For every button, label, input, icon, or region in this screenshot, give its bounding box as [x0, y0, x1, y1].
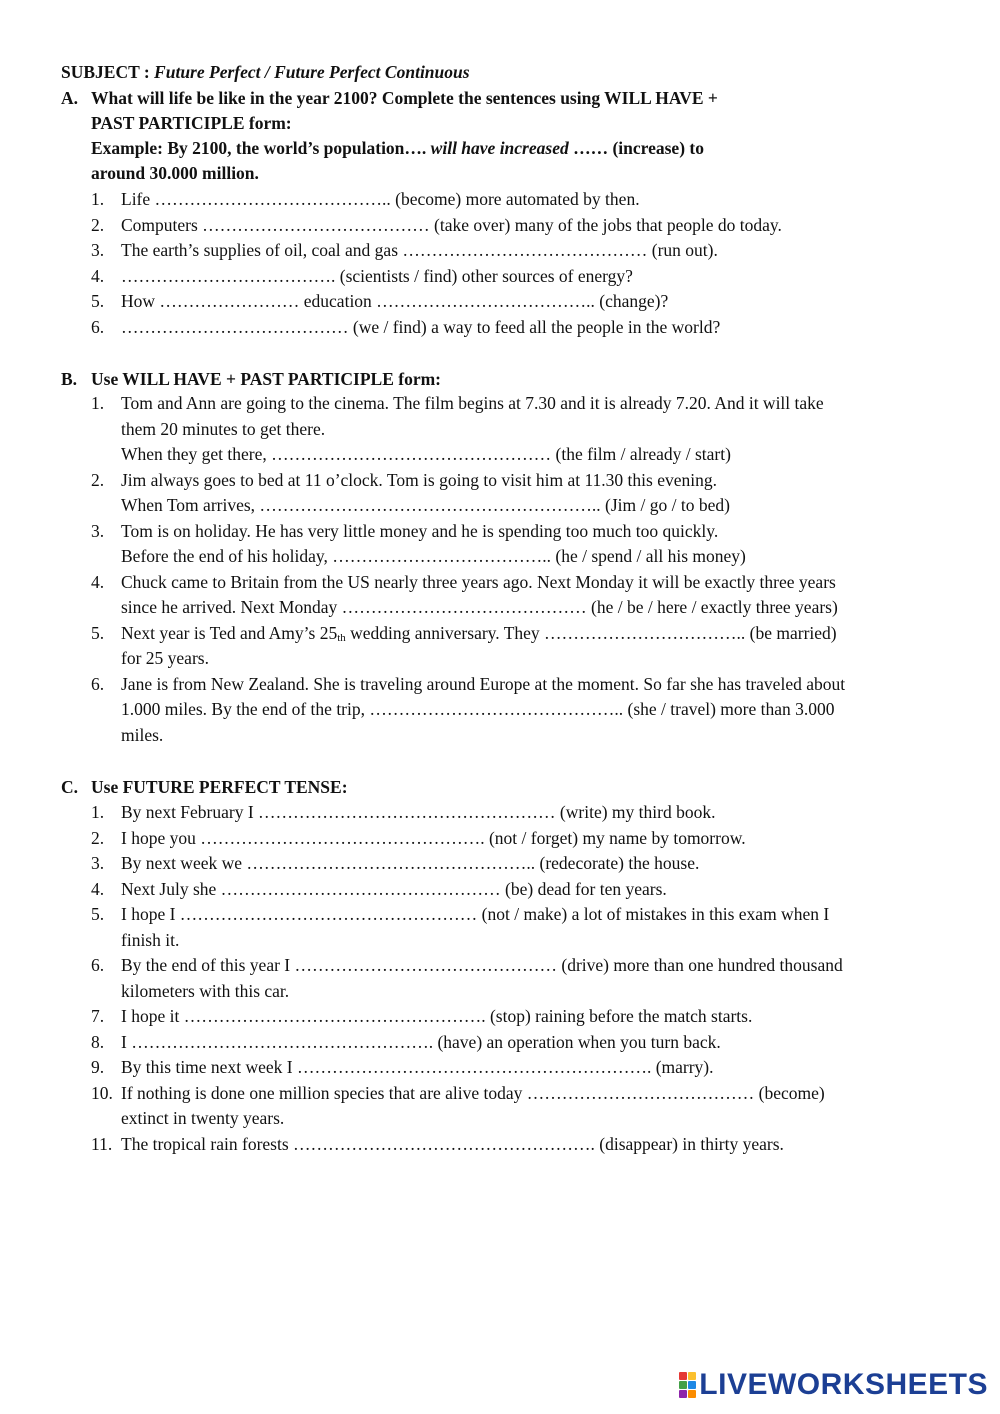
- example-suffix: …… (increase) to: [573, 138, 704, 158]
- subject-line: [61, 60, 470, 85]
- section-c-title: Use FUTURE PERFECT TENSE:: [91, 777, 348, 797]
- question-text: Before the end of his holiday, ……………………………….. (he / spend / all his money): [121, 546, 746, 566]
- question-text: them 20 minutes to get there.: [121, 418, 326, 439]
- question-number: 4.: [91, 265, 105, 286]
- question-number: 10.: [91, 1082, 113, 1103]
- question-number: 2.: [91, 469, 105, 490]
- section-a-letter: A.: [61, 88, 79, 108]
- question-text: kilometers with this car.: [121, 980, 290, 1001]
- question-number: 11.: [91, 1133, 113, 1154]
- question-text: Tom is on holiday. He has very little money and he is spending too much too quickly.: [121, 520, 719, 541]
- question-number: 1.: [91, 189, 105, 209]
- question-number: 4.: [91, 571, 105, 592]
- logo-square: [679, 1381, 687, 1389]
- example-prefix: Example: By 2100, the world’s population….: [91, 138, 427, 158]
- section-a-example-cont: around 30.000 million.: [91, 163, 259, 183]
- question-text: I ……………………………………………. (have) an operation when you turn back.: [121, 1031, 721, 1052]
- question-text: By the end of this year I ……………………………………… (drive) more than one hundred thousand: [121, 955, 843, 975]
- question-text: I hope I …………………………………………… (not / make) a lot of mistakes in this exam when I: [121, 904, 830, 924]
- logo-square: [688, 1381, 696, 1389]
- question-text: By next February I …………………………………………… (write) my third book.: [121, 802, 716, 822]
- ordinal-suffix: th: [337, 631, 346, 644]
- question-text-end: wedding anniversary. They …………………………….. (be married): [345, 622, 837, 643]
- question-number: 3.: [91, 240, 105, 260]
- question-text: Chuck came to Britain from the US nearly three years ago. Next Monday it will be exactly three years: [121, 571, 836, 592]
- liveworksheets-logo-text: LIVEWORKSHEETS: [699, 1368, 988, 1401]
- question-text: Next July she ………………………………………… (be) dead for ten years.: [121, 878, 667, 899]
- question-number: 5.: [91, 622, 105, 643]
- logo-square: [679, 1390, 687, 1398]
- question-number: 8.: [91, 1031, 105, 1052]
- question-text: Jim always goes to bed at 11 o’clock. Tom is going to visit him at 11.30 this evening.: [121, 469, 717, 490]
- liveworksheets-logo-mark: [679, 1372, 696, 1398]
- question-text-start: Next year is Ted and Amy’s 25: [121, 622, 338, 643]
- question-text: 1.000 miles. By the end of the trip, …………………………………….. (she / travel) more than 3.000: [121, 699, 835, 719]
- question-number: 3.: [91, 853, 105, 873]
- question-text: ………………………………. (scientists / find) other sources of energy?: [121, 265, 633, 286]
- question-text: finish it.: [121, 929, 180, 950]
- question-text: When they get there, ………………………………………… (the film / already / start): [121, 444, 731, 464]
- question-text: I hope you …………………………………………. (not / forget) my name by tomorrow.: [121, 827, 746, 848]
- question-text: ………………………………… (we / find) a way to feed all the people in the world?: [121, 316, 721, 337]
- question-number: 5.: [91, 904, 105, 924]
- question-text: When Tom arrives, ………………………………………………….. (Jim / go / to bed): [121, 495, 730, 515]
- question-text: I hope it ……………………………………………. (stop) raining before the match starts.: [121, 1006, 753, 1026]
- question-text: By next week we ………………………………………….. (redecorate) the house.: [121, 853, 700, 873]
- question-text: How …………………… education ……………………………….. (change)?: [121, 291, 669, 311]
- question-text: If nothing is done one million species that are alive today ………………………………… (become): [121, 1082, 825, 1103]
- question-text: extinct in twenty years.: [121, 1108, 285, 1128]
- question-number: 6.: [91, 673, 105, 694]
- section-a-title: What will life be like in the year 2100? Complete the sentences using WILL HAVE +: [91, 88, 718, 108]
- example-answer: will have increased: [430, 138, 569, 158]
- question-text: By this time next week I ……………………………………………………. (marry).: [121, 1057, 714, 1077]
- question-number: 3.: [91, 520, 105, 541]
- subject-label: SUBJECT :: [61, 62, 150, 82]
- logo-square: [688, 1372, 696, 1380]
- section-c-letter: C.: [61, 777, 79, 797]
- liveworksheets-logo: [679, 1368, 988, 1402]
- logo-square: [679, 1372, 687, 1380]
- question-text: The earth’s supplies of oil, coal and gas …………………………………… (run out).: [121, 240, 718, 260]
- section-b-letter: B.: [61, 369, 78, 389]
- subject-value: Future Perfect / Future Perfect Continuous: [154, 62, 470, 82]
- question-number: 1.: [91, 802, 105, 822]
- section-a-example: [91, 136, 704, 161]
- question-number: 6.: [91, 955, 105, 975]
- question-number: 2.: [91, 214, 105, 235]
- section-b-title: Use WILL HAVE + PAST PARTICIPLE form:: [91, 369, 441, 389]
- section-a-title-cont: PAST PARTICIPLE form:: [91, 113, 292, 133]
- question-text: The tropical rain forests ……………………………………………. (disappear) in thirty years.: [121, 1133, 784, 1154]
- question-number: 5.: [91, 291, 105, 311]
- question-text: Tom and Ann are going to the cinema. The film begins at 7.30 and it is already 7.20. And it will take: [121, 393, 824, 413]
- question-number: 7.: [91, 1006, 105, 1026]
- question-number: 6.: [91, 316, 105, 337]
- logo-square: [688, 1390, 696, 1398]
- question-text: miles.: [121, 724, 164, 745]
- question-number: 1.: [91, 393, 105, 413]
- question-text: Jane is from New Zealand. She is traveling around Europe at the moment. So far she has traveled about: [121, 673, 846, 694]
- question-text: Computers ………………………………… (take over) many of the jobs that people do today.: [121, 214, 782, 235]
- question-number: 2.: [91, 827, 105, 848]
- question-number: 9.: [91, 1057, 105, 1077]
- question-text: Life ………………………………….. (become) more automated by then.: [121, 189, 640, 209]
- question-text: since he arrived. Next Monday …………………………………… (he / be / here / exactly three years): [121, 597, 838, 617]
- question-text: for 25 years.: [121, 648, 209, 668]
- question-text: [121, 621, 837, 651]
- question-number: 4.: [91, 878, 105, 899]
